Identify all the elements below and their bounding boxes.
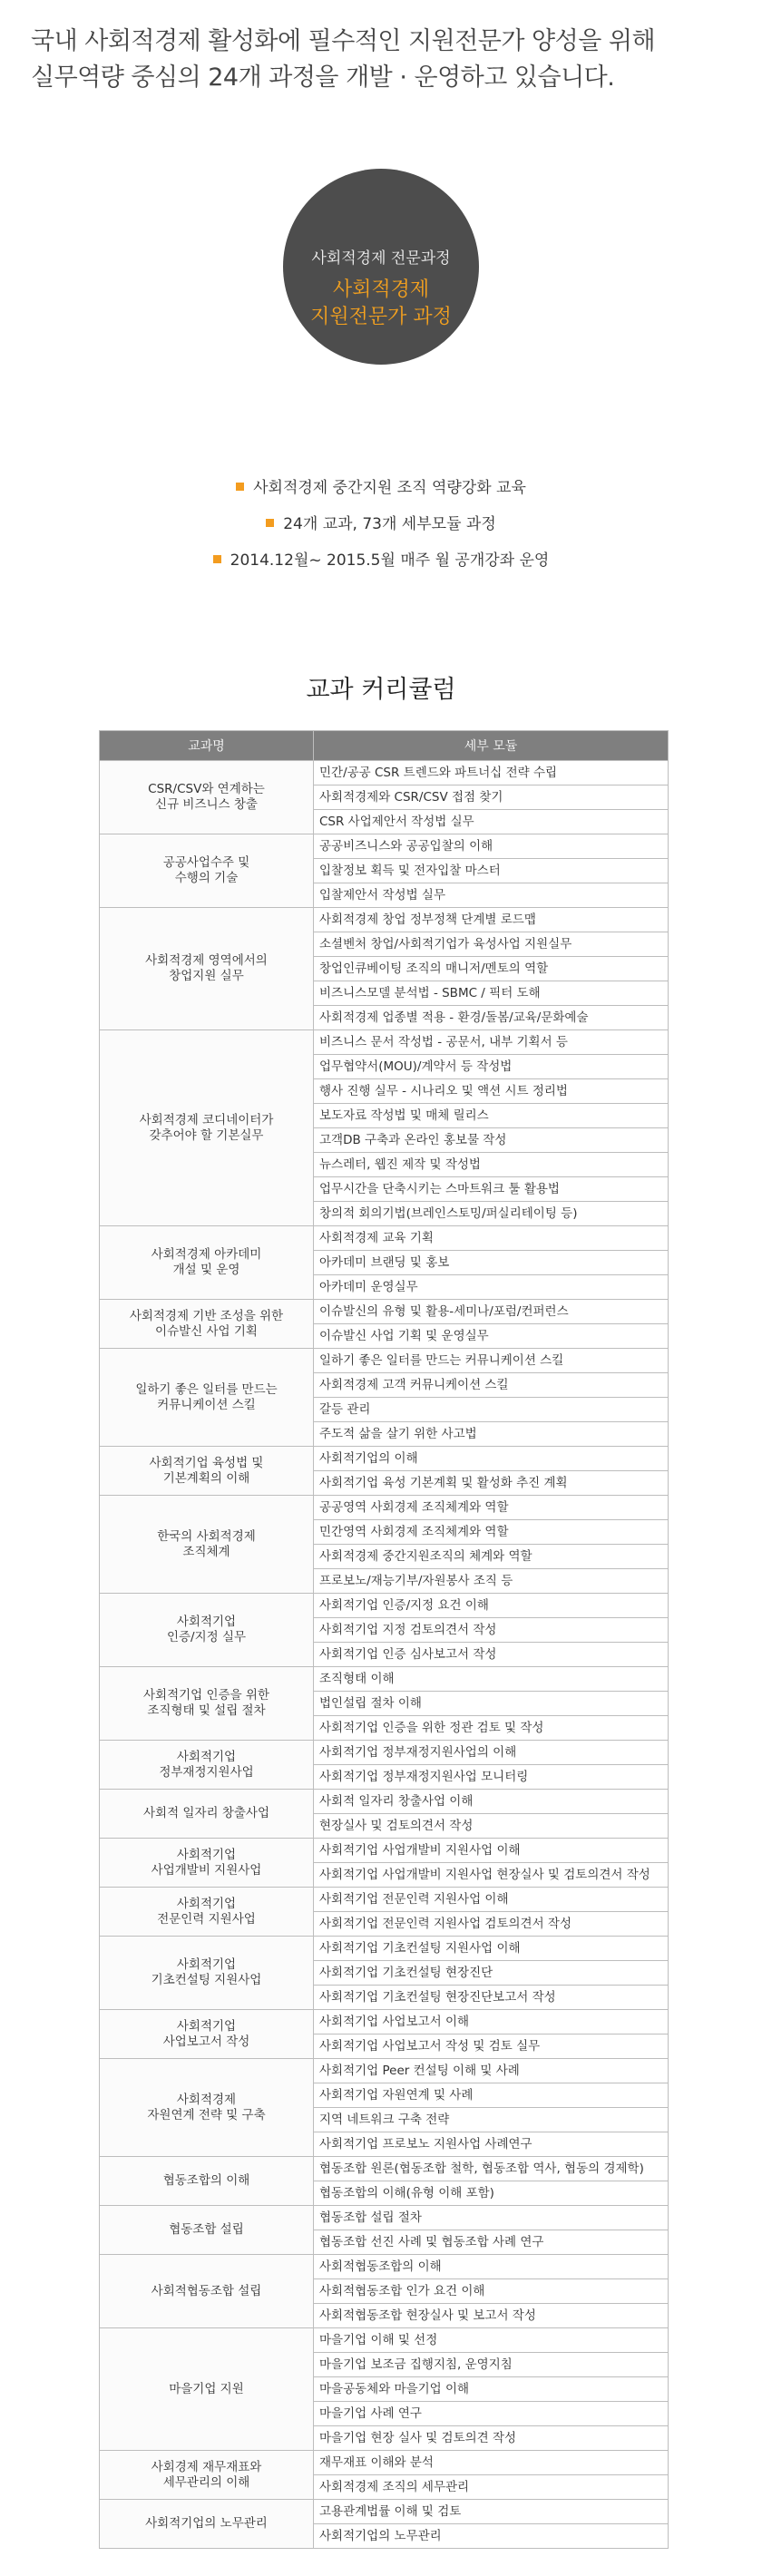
module-cell: 보도자료 작성법 및 매체 릴리스 — [314, 1104, 669, 1128]
course-name-cell — [100, 1667, 314, 1741]
module-cell: 업무시간을 단축시키는 스마트워크 툴 활용법 — [314, 1177, 669, 1202]
module-cell: 입찰제안서 작성법 실무 — [314, 883, 669, 908]
course-name-line: 사회적기업의 노무관리 — [145, 2516, 268, 2531]
course-name-line: 사회적기업 — [176, 1847, 237, 1862]
course-name-line: 기본계획의 이해 — [162, 1470, 250, 1486]
module-cell: 뉴스레터, 웹진 제작 및 작성법 — [314, 1153, 669, 1177]
module-cell: 주도적 삶을 살기 위한 사고법 — [314, 1422, 669, 1447]
table-row — [100, 1030, 669, 1055]
course-name-cell — [100, 2010, 314, 2059]
course-name-cell — [100, 1839, 314, 1888]
table-row — [100, 2451, 669, 2475]
course-name-line: 협동조합의 이해 — [162, 2173, 250, 2188]
course-name-line: 사회적경제 — [176, 2092, 237, 2107]
module-cell: 사회적경제 중간지원조직의 체계와 역할 — [314, 1545, 669, 1569]
module-cell: 사회적협동조합의 이해 — [314, 2255, 669, 2279]
course-name-cell — [100, 834, 314, 908]
course-name-cell — [100, 2328, 314, 2451]
course-name-line: 한국의 사회적경제 — [157, 1528, 256, 1544]
module-cell: 소셜벤처 창업/사회적기업가 육성사업 지원실무 — [314, 932, 669, 957]
module-cell: 협동조합의 이해(유형 이해 포함) — [314, 2181, 669, 2206]
module-cell: 사회적기업 기초컨설팅 지원사업 이해 — [314, 1937, 669, 1961]
module-cell: 마을기업 현장 실사 및 검토의견 작성 — [314, 2426, 669, 2451]
course-name-line: 마을기업 지원 — [169, 2381, 244, 2396]
course-name-cell — [100, 2451, 314, 2500]
course-name-cell — [100, 1888, 314, 1937]
course-name-line: 자원연계 전략 및 구축 — [147, 2107, 266, 2122]
table-row — [100, 908, 669, 932]
module-cell: 현장실사 및 검토의견서 작성 — [314, 1814, 669, 1839]
module-cell: 입찰정보 획득 및 전자입찰 마스터 — [314, 859, 669, 883]
column-header-modules: 세부 모듈 — [314, 731, 669, 761]
table-row — [100, 1496, 669, 1520]
bullet-square-icon — [266, 519, 274, 527]
course-name-cell — [100, 1741, 314, 1790]
intro-text — [31, 24, 738, 96]
course-name-line: 사회적경제 코디네이터가 — [139, 1112, 274, 1127]
table-row — [100, 2255, 669, 2279]
module-cell: 비즈니스 문서 작성법 - 공문서, 내부 기획서 등 — [314, 1030, 669, 1055]
module-cell: 사회적기업의 노무관리 — [314, 2524, 669, 2549]
course-name-cell — [100, 908, 314, 1030]
course-name-line: 이슈발신 사업 기획 — [155, 1323, 258, 1339]
module-cell: 마을기업 이해 및 선정 — [314, 2328, 669, 2353]
course-name-cell — [100, 2157, 314, 2206]
module-cell: 조직형태 이해 — [314, 1667, 669, 1692]
module-cell: 사회적기업 프로보노 지원사업 사례연구 — [314, 2132, 669, 2157]
course-name-cell — [100, 1447, 314, 1496]
curriculum-table-wrapper — [99, 730, 668, 2549]
course-name-line: CSR/CSV와 연계하는 — [148, 782, 265, 796]
course-name-line: 정부재정지원사업 — [159, 1764, 254, 1780]
module-cell: 갈등 관리 — [314, 1398, 669, 1422]
highlight-text: 24개 교과, 73개 세부모듈 과정 — [283, 515, 496, 533]
course-name-cell — [100, 1300, 314, 1349]
course-name-line: 사회적기업 — [176, 2018, 237, 2034]
module-cell: 고객DB 구축과 온라인 홍보물 작성 — [314, 1128, 669, 1153]
course-name-cell — [100, 2255, 314, 2328]
highlight-list — [0, 472, 762, 581]
curriculum-table-body — [100, 761, 669, 2549]
highlight-text: 사회적경제 중간지원 조직 역량강화 교육 — [253, 479, 526, 497]
module-cell: 사회적기업 정부재정지원사업의 이해 — [314, 1741, 669, 1765]
table-row — [100, 2206, 669, 2230]
course-name-cell — [100, 2500, 314, 2549]
module-cell: 사회적협동조합 현장실사 및 보고서 작성 — [314, 2304, 669, 2328]
program-badge-subtitle: 사회적경제 전문과정 — [311, 249, 451, 268]
module-cell: 사회적경제 교육 기획 — [314, 1226, 669, 1251]
module-cell: 창의적 회의기법(브레인스토밍/퍼실리테이팅 등) — [314, 1202, 669, 1226]
course-name-line: 사업보고서 작성 — [162, 2034, 250, 2049]
course-name-cell — [100, 2206, 314, 2255]
course-name-cell — [100, 2059, 314, 2157]
table-row — [100, 1667, 669, 1692]
course-name-line: 사회적기업 — [176, 1957, 237, 1972]
module-cell: 사회적기업 전문인력 지원사업 이해 — [314, 1888, 669, 1912]
module-cell: 사회적기업 정부재정지원사업 모니터링 — [314, 1765, 669, 1790]
module-cell: 사회적기업 사업개발비 지원사업 현장실사 및 검토의견서 작성 — [314, 1863, 669, 1888]
module-cell: 법인설립 절차 이해 — [314, 1692, 669, 1716]
table-row — [100, 2059, 669, 2083]
course-name-line: 기초컨설팅 지원사업 — [151, 1973, 262, 1987]
module-cell: 협동조합 원론(협동조합 철학, 협동조합 역사, 협동의 경제학) — [314, 2157, 669, 2181]
module-cell: 공공비즈니스와 공공입찰의 이해 — [314, 834, 669, 859]
module-cell: 아카데미 운영실무 — [314, 1275, 669, 1300]
course-name-line: 사회적기업 — [176, 1615, 237, 1629]
module-cell: 사회적기업 Peer 컨설팅 이해 및 사례 — [314, 2059, 669, 2083]
course-name-line: 갖추어야 할 기본실무 — [149, 1127, 264, 1143]
module-cell: 사회적기업 인증/지정 요건 이해 — [314, 1594, 669, 1618]
course-name-line: 세무관리의 이해 — [162, 2474, 250, 2490]
module-cell: 민간영역 사회경제 조직체계와 역할 — [314, 1520, 669, 1545]
module-cell: 재무재표 이해와 분석 — [314, 2451, 669, 2475]
table-row — [100, 2157, 669, 2181]
module-cell: 사회적 일자리 창출사업 이해 — [314, 1790, 669, 1814]
module-cell: 아카데미 브랜딩 및 홍보 — [314, 1251, 669, 1275]
module-cell: 마을기업 사례 연구 — [314, 2402, 669, 2426]
course-name-cell — [100, 1030, 314, 1226]
program-badge — [283, 169, 479, 365]
course-name-line: 수행의 기술 — [174, 871, 239, 885]
table-row — [100, 1888, 669, 1912]
course-name-cell — [100, 761, 314, 834]
course-name-line: 사회적기업 — [176, 1896, 237, 1911]
table-row — [100, 1349, 669, 1373]
course-name-line: 사회적 일자리 창출사업 — [143, 1806, 269, 1820]
table-row — [100, 1839, 669, 1863]
module-cell: 마을기업 보조금 집행지침, 운영지침 — [314, 2353, 669, 2377]
table-row — [100, 1226, 669, 1251]
module-cell: 사회적경제 창업 정부정책 단계별 로드맵 — [314, 908, 669, 932]
course-name-line: 사회적기업 육성법 및 — [149, 1455, 264, 1470]
module-cell: 업무협약서(MOU)/계약서 등 작성법 — [314, 1055, 669, 1079]
curriculum-title: 교과 커리큘럼 — [306, 676, 456, 704]
module-cell: 이슈발신의 유형 및 활용-세미나/포럼/컨퍼런스 — [314, 1300, 669, 1324]
module-cell: 지역 네트워크 구축 전략 — [314, 2108, 669, 2132]
module-cell: 공공영역 사회경제 조직체계와 역할 — [314, 1496, 669, 1520]
module-cell: 사회적기업 사업개발비 지원사업 이해 — [314, 1839, 669, 1863]
module-cell: 사회적기업 지정 검토의견서 작성 — [314, 1618, 669, 1643]
highlight-item — [0, 472, 762, 504]
course-name-line: 사회적경제 영역에서의 — [145, 953, 268, 968]
course-name-cell — [100, 1790, 314, 1839]
table-row — [100, 1741, 669, 1765]
module-cell: 이슈발신 사업 기획 및 운영실무 — [314, 1324, 669, 1349]
course-name-cell — [100, 1349, 314, 1447]
module-cell: 사회적기업의 이해 — [314, 1447, 669, 1471]
module-cell: 사회적경제 조직의 세무관리 — [314, 2475, 669, 2500]
table-row — [100, 2010, 669, 2034]
course-name-cell — [100, 1594, 314, 1667]
course-name-line: 사회적기업 — [176, 1749, 237, 1764]
module-cell: 사회적기업 육성 기본계획 및 활성화 추진 계획 — [314, 1471, 669, 1496]
course-name-line: 조직체계 — [182, 1544, 230, 1559]
intro-line: 실무역량 중심의 24개 과정을 개발 · 운영하고 있습니다. — [31, 63, 615, 92]
module-cell: 비즈니스모델 분석법 - SBMC / 픽터 도해 — [314, 981, 669, 1006]
table-row — [100, 1790, 669, 1814]
table-row — [100, 1937, 669, 1961]
table-row — [100, 1594, 669, 1618]
module-cell: 사회적기업 사업보고서 작성 및 검토 실무 — [314, 2034, 669, 2059]
course-name-line: 조직형태 및 설립 절차 — [147, 1703, 266, 1718]
module-cell: 행사 진행 실무 - 시나리오 및 액션 시트 정리법 — [314, 1079, 669, 1104]
table-row — [100, 1447, 669, 1471]
highlight-text: 2014.12월~ 2015.5월 매주 월 공개강좌 운영 — [230, 551, 550, 570]
course-name-line: 개설 및 운영 — [172, 1263, 240, 1277]
course-name-cell — [100, 1226, 314, 1300]
intro-line: 국내 사회적경제 활성화에 필수적인 지원전문가 양성을 위해 — [31, 27, 656, 55]
table-row — [100, 2500, 669, 2524]
curriculum-table — [99, 730, 669, 2549]
module-cell: 사회적기업 자원연계 및 사례 — [314, 2083, 669, 2108]
course-name-line: 창업지원 실무 — [169, 969, 244, 983]
module-cell: 사회적협동조합 인가 요건 이해 — [314, 2279, 669, 2304]
course-name-line: 사회적협동조합 설립 — [151, 2283, 262, 2298]
course-name-line: 사회적기업 인증을 위한 — [143, 1688, 269, 1703]
module-cell: 협동조합 설립 절차 — [314, 2206, 669, 2230]
highlight-item — [0, 508, 762, 541]
course-name-line: 인증/지정 실무 — [166, 1630, 247, 1644]
module-cell: 일하기 좋은 일터를 만드는 커뮤니케이션 스킬 — [314, 1349, 669, 1373]
course-name-cell — [100, 1937, 314, 2010]
course-name-cell — [100, 1496, 314, 1594]
course-name-line: 사회적경제 기반 조성을 위한 — [129, 1308, 284, 1323]
course-name-line: 협동조합 설립 — [169, 2222, 244, 2237]
table-header-row — [100, 731, 669, 761]
table-row — [100, 834, 669, 859]
course-name-line: 사회적경제 아카데미 — [151, 1247, 262, 1262]
program-badge-title-line: 지원전문가 과정 — [310, 306, 452, 328]
highlight-item — [0, 544, 762, 577]
course-name-line: 커뮤니케이션 스킬 — [157, 1397, 256, 1412]
module-cell: 민간/공공 CSR 트렌드와 파트너십 전략 수립 — [314, 761, 669, 785]
module-cell: 협동조합 선진 사례 및 협동조합 사례 연구 — [314, 2230, 669, 2255]
column-header-course: 교과명 — [100, 731, 314, 761]
module-cell: 사회적기업 기초컨설팅 현장진단보고서 작성 — [314, 1986, 669, 2010]
course-name-line: 일하기 좋은 일터를 만드는 — [135, 1381, 278, 1397]
module-cell: 창업인큐베이팅 조직의 매니저/멘토의 역할 — [314, 957, 669, 981]
table-row — [100, 2328, 669, 2353]
bullet-square-icon — [213, 555, 221, 563]
course-name-line: 공공사업수주 및 — [162, 855, 250, 870]
course-name-line: 전문인력 지원사업 — [157, 1911, 256, 1927]
table-row — [100, 761, 669, 785]
course-name-line: 사회경제 재무재표와 — [151, 2459, 262, 2474]
course-name-line: 신규 비즈니스 창출 — [155, 797, 258, 812]
module-cell: 고용관계법률 이해 및 검토 — [314, 2500, 669, 2524]
module-cell: CSR 사업제안서 작성법 실무 — [314, 810, 669, 834]
module-cell: 마을공동체와 마을기업 이해 — [314, 2377, 669, 2402]
module-cell: 사회적경제 업종별 적용 - 환경/돌봄/교육/문화예술 — [314, 1006, 669, 1030]
module-cell: 사회적기업 기초컨설팅 현장진단 — [314, 1961, 669, 1986]
table-row — [100, 1300, 669, 1324]
module-cell: 사회적경제 고객 커뮤니케이션 스킬 — [314, 1373, 669, 1398]
module-cell: 사회적경제와 CSR/CSV 접점 찾기 — [314, 785, 669, 810]
module-cell: 사회적기업 사업보고서 이해 — [314, 2010, 669, 2034]
course-name-line: 사업개발비 지원사업 — [151, 1862, 262, 1878]
module-cell: 사회적기업 전문인력 지원사업 검토의견서 작성 — [314, 1912, 669, 1937]
module-cell: 사회적기업 인증 심사보고서 작성 — [314, 1643, 669, 1667]
program-badge-title — [283, 277, 479, 331]
bullet-square-icon — [236, 483, 244, 491]
module-cell: 프로보노/재능기부/자원봉사 조직 등 — [314, 1569, 669, 1594]
program-badge-title-line: 사회적경제 — [332, 278, 430, 301]
module-cell: 사회적기업 인증을 위한 정관 검토 및 작성 — [314, 1716, 669, 1741]
